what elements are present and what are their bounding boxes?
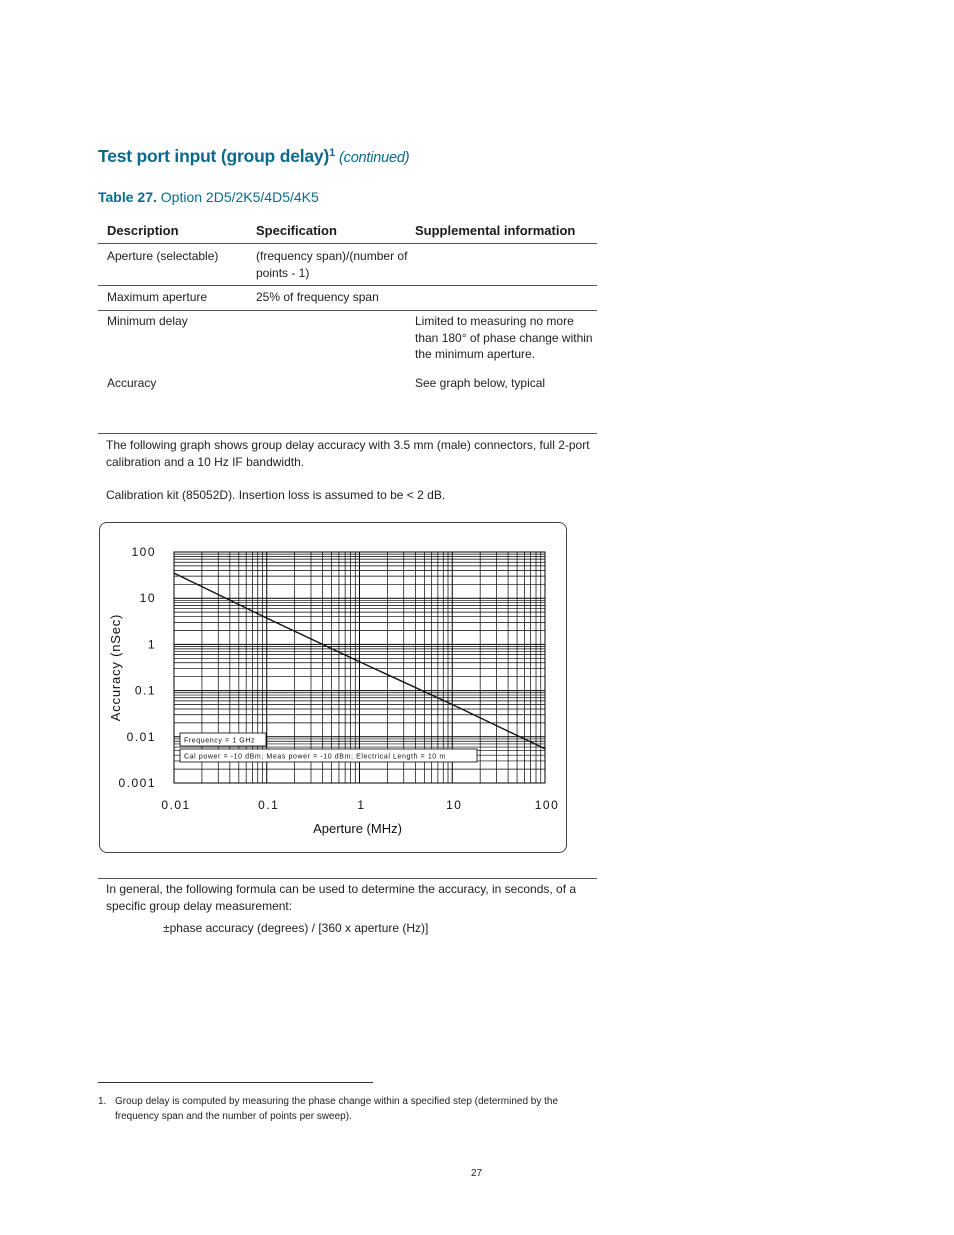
y-tick-label: 0.1: [134, 683, 156, 698]
x-axis-label: Aperture (MHz): [313, 821, 402, 836]
annotation-frequency: Frequency = 1 GHz: [184, 737, 256, 745]
chart-frame: [99, 522, 567, 853]
x-tick-label: 10: [446, 798, 463, 812]
footnote-ref: 1: [329, 147, 336, 159]
row-accuracy-supplemental: See graph below, typical: [415, 376, 546, 390]
table-label: Table 27.: [98, 189, 157, 205]
formula-text: ±phase accuracy (degrees) / [360 x aperture (Hz)]: [163, 921, 429, 935]
row-max-aperture-description: Maximum aperture: [107, 290, 208, 304]
row-accuracy-description: Accuracy: [107, 376, 157, 390]
footnote-rule: [98, 1082, 373, 1083]
calibration-kit-note: Calibration kit (85052D). Insertion loss is assumed to be < 2 dB.: [106, 488, 446, 502]
annotation-power: Cal power = -10 dBm; Meas power = -10 dBm; Electrical Length = 10 m: [184, 753, 446, 761]
footnote-number: 1.: [98, 1096, 107, 1107]
column-header-supplemental: Supplemental information: [415, 223, 576, 238]
column-header-specification: Specification: [256, 223, 337, 238]
x-tick-label: 0.01: [161, 798, 191, 812]
row-aperture-specification: (frequency span)/(number of points - 1): [256, 249, 408, 280]
table-name: Option 2D5/2K5/4D5/4K5: [160, 189, 319, 205]
row-min-delay-supplemental: Limited to measuring no more than 180° of phase change within the minimum aperture.: [415, 314, 593, 361]
row-rule: [98, 433, 597, 434]
graph-intro-text: The following graph shows group delay accuracy with 3.5 mm (male) connectors, full 2-port calibration and a 10 Hz IF bandwidth.: [106, 438, 590, 469]
section-rule: [98, 878, 597, 879]
row-min-delay-description: Minimum delay: [107, 314, 188, 328]
table-title: [98, 189, 319, 205]
section-heading: [98, 146, 409, 167]
row-max-aperture-specification: 25% of frequency span: [256, 290, 379, 304]
y-tick-label: 0.01: [126, 729, 156, 744]
header-rule: [98, 243, 597, 244]
y-tick-label: 1: [147, 637, 156, 652]
y-tick-label: 10: [139, 591, 156, 606]
y-tick-label: 0.001: [118, 776, 156, 790]
y-tick-label: 100: [131, 545, 156, 559]
x-tick-label: 0.1: [258, 798, 280, 812]
footnote: [98, 1094, 598, 1124]
y-axis-label: Accuracy (nSec): [108, 613, 123, 722]
formula-intro-text: In general, the following formula can be used to determine the accuracy, in seconds, of a specific group delay measurement:: [106, 882, 577, 913]
row-rule: [98, 310, 597, 311]
page-number: 27: [471, 1168, 483, 1179]
row-aperture-description: Aperture (selectable): [107, 249, 219, 263]
row-rule: [98, 285, 597, 286]
x-tick-label: 100: [534, 798, 560, 812]
heading-title: Test port input (group delay): [98, 146, 330, 166]
group-delay-accuracy-chart: [100, 523, 566, 852]
column-header-description: Description: [107, 223, 179, 238]
heading-continued: (continued): [339, 150, 410, 166]
x-tick-label: 1: [357, 798, 366, 812]
footnote-text: Group delay is computed by measuring the phase change within a specified step (determined by the frequency span and the number of points per sweep).: [115, 1096, 559, 1122]
